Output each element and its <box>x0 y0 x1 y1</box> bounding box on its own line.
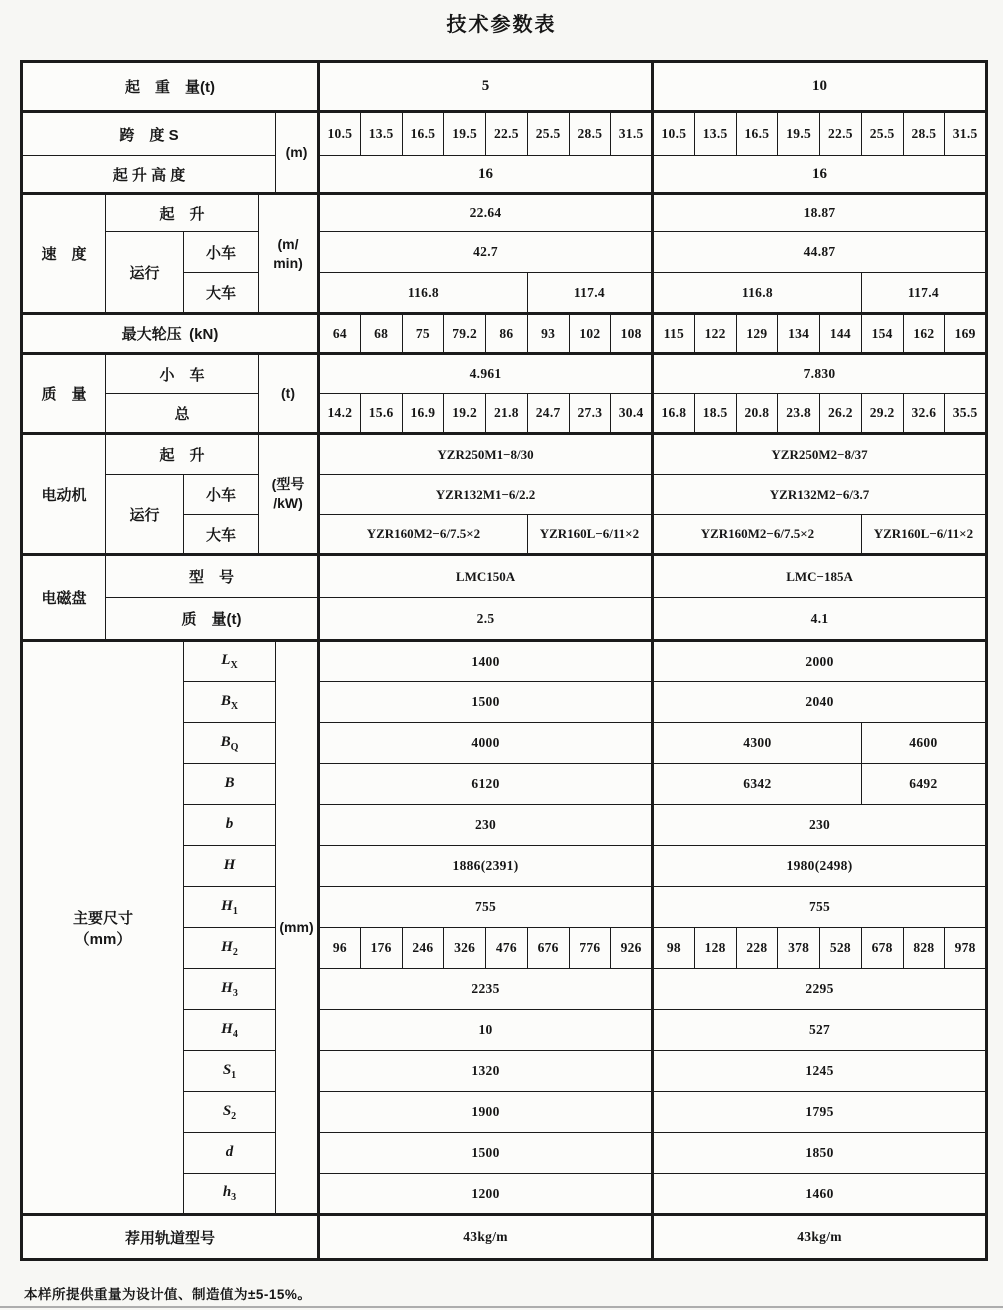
magnet-model-label: 型 号 <box>106 555 319 598</box>
wheel-load-value: 86 <box>486 314 528 354</box>
dim-lx-5t: 1400 <box>319 641 653 682</box>
total-mass-value: 18.5 <box>694 394 736 434</box>
dim-base: H <box>221 938 233 955</box>
span-unit: (m) <box>276 112 319 194</box>
dim-h3-5t: 2235 <box>319 969 653 1010</box>
dim-sub: 2 <box>232 947 238 959</box>
dim-bx-5t: 1500 <box>319 682 653 723</box>
dim-label-bq <box>184 723 276 764</box>
dim-label-d <box>184 1133 276 1174</box>
h2-value: 476 <box>486 928 528 969</box>
dim-label-s2 <box>184 1092 276 1133</box>
wheel-load-value: 79.2 <box>444 314 486 354</box>
magnet-mass-label: 质 量(t) <box>106 598 319 641</box>
dim-h1-10t: 755 <box>653 887 987 928</box>
dim-bq-5t: 4000 <box>319 723 653 764</box>
magnet-model-10t: LMC−185A <box>653 555 987 598</box>
capacity-10t: 10 <box>653 62 987 112</box>
magnet-group-label: 电磁盘 <box>22 555 106 641</box>
dim-label-s1 <box>184 1051 276 1092</box>
span-value: 10.5 <box>653 112 695 156</box>
dim-h3-10t: 2295 <box>653 969 987 1010</box>
speed-crane-value: 116.8 <box>653 273 862 314</box>
dim-label-h <box>184 846 276 887</box>
dim-base: S <box>222 1102 232 1119</box>
total-mass-value: 16.8 <box>653 394 695 434</box>
dim-sub: X <box>230 701 239 713</box>
motor-crane-value: YZR160M2−6/7.5×2 <box>653 515 862 555</box>
dim-sub: X <box>230 660 238 672</box>
mass-trolley-5t: 4.961 <box>319 354 653 394</box>
total-mass-value: 21.8 <box>486 394 528 434</box>
page-bottom-edge <box>0 1306 1003 1308</box>
speed-hoist-10t: 18.87 <box>653 194 987 232</box>
wheel-load-value: 115 <box>653 314 695 354</box>
motor-crane-label: 大车 <box>184 515 259 555</box>
total-mass-value: 14.2 <box>319 394 361 434</box>
total-mass-value: 27.3 <box>569 394 611 434</box>
wheel-load-value: 93 <box>527 314 569 354</box>
dim-b-10t-b: 6492 <box>861 764 986 805</box>
dim-base: S <box>222 1061 232 1078</box>
total-mass-value: 19.2 <box>444 394 486 434</box>
motor-unit-line1: (型号 <box>271 476 305 493</box>
span-value: 28.5 <box>569 112 611 156</box>
magnet-mass-5t: 2.5 <box>319 598 653 641</box>
motor-hoist-label: 起 升 <box>106 434 259 475</box>
dim-base: H <box>221 897 233 914</box>
span-label: 跨 度 S <box>22 112 276 156</box>
dim-label-b-upper <box>184 764 276 805</box>
dim-b-lower-5t: 230 <box>319 805 653 846</box>
total-mass-value: 15.6 <box>360 394 402 434</box>
span-value: 22.5 <box>820 112 862 156</box>
footnote: 本样所提供重量为设计值、制造值为±5-15%。 <box>24 1287 312 1302</box>
mass-group-label: 质 量 <box>22 354 106 434</box>
lift-height-label: 起 升 高 度 <box>22 156 276 194</box>
dim-sub: 2 <box>231 1111 237 1123</box>
wheel-load-label: 最大轮压 (kN) <box>22 314 319 354</box>
dim-sub: 1 <box>231 1070 237 1082</box>
dim-h1-5t: 755 <box>319 887 653 928</box>
dim-sub: 3 <box>232 988 238 1000</box>
dim-bx-10t: 2040 <box>653 682 987 723</box>
motor-hoist-10t: YZR250M2−8/37 <box>653 434 987 475</box>
lift-height-5t: 16 <box>319 156 653 194</box>
dim-label-h2 <box>184 928 276 969</box>
total-mass-value: 32.6 <box>903 394 945 434</box>
total-mass-value: 16.9 <box>402 394 444 434</box>
total-mass-value: 30.4 <box>611 394 653 434</box>
h2-value: 528 <box>820 928 862 969</box>
motor-crane-value: YZR160L−6/11×2 <box>861 515 986 555</box>
rail-label: 荐用轨道型号 <box>22 1215 319 1260</box>
motor-unit <box>259 434 319 555</box>
dim-d-5t: 1500 <box>319 1133 653 1174</box>
span-value: 31.5 <box>945 112 987 156</box>
motor-trolley-10t: YZR132M2−6/3.7 <box>653 475 987 515</box>
dim-b-5t: 6120 <box>319 764 653 805</box>
total-mass-value: 35.5 <box>945 394 987 434</box>
dim-h4-10t: 527 <box>653 1010 987 1051</box>
dim-b-10t-a: 6342 <box>653 764 862 805</box>
wheel-load-value: 129 <box>736 314 778 354</box>
total-mass-value: 20.8 <box>736 394 778 434</box>
speed-hoist-label: 起 升 <box>106 194 259 232</box>
speed-trolley-label: 小车 <box>184 232 259 273</box>
lift-height-10t: 16 <box>653 156 987 194</box>
total-mass-value: 26.2 <box>820 394 862 434</box>
dim-label-h3-lower <box>184 1174 276 1215</box>
h2-value: 228 <box>736 928 778 969</box>
wheel-load-value: 169 <box>945 314 987 354</box>
dim-label-b-lower <box>184 805 276 846</box>
dim-base: b <box>225 815 234 832</box>
h2-value: 828 <box>903 928 945 969</box>
motor-group-label: 电动机 <box>22 434 106 555</box>
span-value: 28.5 <box>903 112 945 156</box>
speed-crane-label: 大车 <box>184 273 259 314</box>
dim-label-h3-upper <box>184 969 276 1010</box>
wheel-load-value: 122 <box>694 314 736 354</box>
h2-value: 326 <box>444 928 486 969</box>
speed-trolley-5t: 42.7 <box>319 232 653 273</box>
parameters-table <box>20 60 988 1261</box>
dims-group-line1: 主要尺寸 <box>72 909 133 927</box>
dims-group-label <box>22 641 184 1215</box>
dim-h-10t: 1980(2498) <box>653 846 987 887</box>
h2-value: 128 <box>694 928 736 969</box>
h2-value: 98 <box>653 928 695 969</box>
wheel-load-value: 144 <box>820 314 862 354</box>
mass-trolley-10t: 7.830 <box>653 354 987 394</box>
speed-unit-line2: min) <box>273 254 303 271</box>
span-value: 19.5 <box>778 112 820 156</box>
span-value: 31.5 <box>611 112 653 156</box>
dims-group-line2: （mm） <box>74 930 132 948</box>
wheel-load-value: 162 <box>903 314 945 354</box>
wheel-load-value: 108 <box>611 314 653 354</box>
dim-label-lx <box>184 641 276 682</box>
dim-label-h4 <box>184 1010 276 1051</box>
wheel-load-value: 154 <box>861 314 903 354</box>
dim-s2-5t: 1900 <box>319 1092 653 1133</box>
motor-unit-line2: /kW) <box>273 495 303 511</box>
dim-base: H <box>221 979 233 996</box>
page-title: 技术参数表 <box>446 14 557 36</box>
speed-crane-value: 117.4 <box>861 273 986 314</box>
dim-sub: 1 <box>232 906 238 918</box>
dim-base: d <box>225 1143 234 1160</box>
dim-base: B <box>220 733 231 750</box>
total-mass-value: 29.2 <box>861 394 903 434</box>
dim-label-h1 <box>184 887 276 928</box>
dim-base: B <box>224 774 235 791</box>
motor-trolley-5t: YZR132M1−6/2.2 <box>319 475 653 515</box>
motor-travel-label: 运行 <box>106 475 184 555</box>
total-mass-value: 23.8 <box>778 394 820 434</box>
span-value: 22.5 <box>486 112 528 156</box>
dim-label-bx <box>184 682 276 723</box>
span-value: 13.5 <box>360 112 402 156</box>
wheel-load-value: 102 <box>569 314 611 354</box>
h2-value: 176 <box>360 928 402 969</box>
dim-bq-10t-a: 4300 <box>653 723 862 764</box>
h2-value: 378 <box>778 928 820 969</box>
dim-bq-10t-b: 4600 <box>861 723 986 764</box>
h2-value: 926 <box>611 928 653 969</box>
dim-h4-5t: 10 <box>319 1010 653 1051</box>
wheel-load-value: 75 <box>402 314 444 354</box>
dim-h3-lower-10t: 1460 <box>653 1174 987 1215</box>
h2-value: 678 <box>861 928 903 969</box>
dim-s1-5t: 1320 <box>319 1051 653 1092</box>
speed-trolley-10t: 44.87 <box>653 232 987 273</box>
dim-base: H <box>221 1020 233 1037</box>
motor-crane-value: YZR160M2−6/7.5×2 <box>319 515 528 555</box>
speed-unit <box>259 194 319 314</box>
span-value: 25.5 <box>861 112 903 156</box>
magnet-model-5t: LMC150A <box>319 555 653 598</box>
span-value: 16.5 <box>402 112 444 156</box>
dims-unit: (mm) <box>276 641 319 1215</box>
rail-10t: 43kg/m <box>653 1215 987 1260</box>
dim-sub: 3 <box>231 1192 237 1204</box>
speed-hoist-5t: 22.64 <box>319 194 653 232</box>
wheel-load-value: 68 <box>360 314 402 354</box>
dim-sub: 4 <box>232 1029 238 1041</box>
dim-lx-10t: 2000 <box>653 641 987 682</box>
motor-crane-value: YZR160L−6/11×2 <box>527 515 652 555</box>
span-value: 16.5 <box>736 112 778 156</box>
speed-crane-value: 116.8 <box>319 273 528 314</box>
total-mass-value: 24.7 <box>527 394 569 434</box>
dim-h3-lower-5t: 1200 <box>319 1174 653 1215</box>
speed-crane-value: 117.4 <box>527 273 652 314</box>
span-value: 10.5 <box>319 112 361 156</box>
dim-base: H <box>223 856 236 873</box>
h2-value: 96 <box>319 928 361 969</box>
dim-s1-10t: 1245 <box>653 1051 987 1092</box>
dim-h-5t: 1886(2391) <box>319 846 653 887</box>
dim-base: B <box>220 692 231 709</box>
h2-value: 776 <box>569 928 611 969</box>
dim-sub: Q <box>230 742 239 754</box>
motor-hoist-5t: YZR250M1−8/30 <box>319 434 653 475</box>
rail-5t: 43kg/m <box>319 1215 653 1260</box>
capacity-5t: 5 <box>319 62 653 112</box>
motor-trolley-label: 小车 <box>184 475 259 515</box>
mass-unit: (t) <box>259 354 319 434</box>
speed-group-label: 速 度 <box>22 194 106 314</box>
span-value: 13.5 <box>694 112 736 156</box>
dim-s2-10t: 1795 <box>653 1092 987 1133</box>
mass-total-label: 总 <box>106 394 259 434</box>
dim-b-lower-10t: 230 <box>653 805 987 846</box>
speed-unit-line1: (m/ <box>277 235 299 252</box>
dim-base: h <box>222 1184 232 1201</box>
dim-base: L <box>221 652 231 669</box>
wheel-load-value: 64 <box>319 314 361 354</box>
speed-travel-label: 运行 <box>106 232 184 314</box>
h2-value: 676 <box>527 928 569 969</box>
wheel-load-value: 134 <box>778 314 820 354</box>
span-value: 25.5 <box>527 112 569 156</box>
h2-value: 978 <box>945 928 987 969</box>
span-value: 19.5 <box>444 112 486 156</box>
dim-d-10t: 1850 <box>653 1133 987 1174</box>
capacity-label: 起 重 量(t) <box>22 62 319 112</box>
magnet-mass-10t: 4.1 <box>653 598 987 641</box>
mass-trolley-label: 小 车 <box>106 354 259 394</box>
h2-value: 246 <box>402 928 444 969</box>
